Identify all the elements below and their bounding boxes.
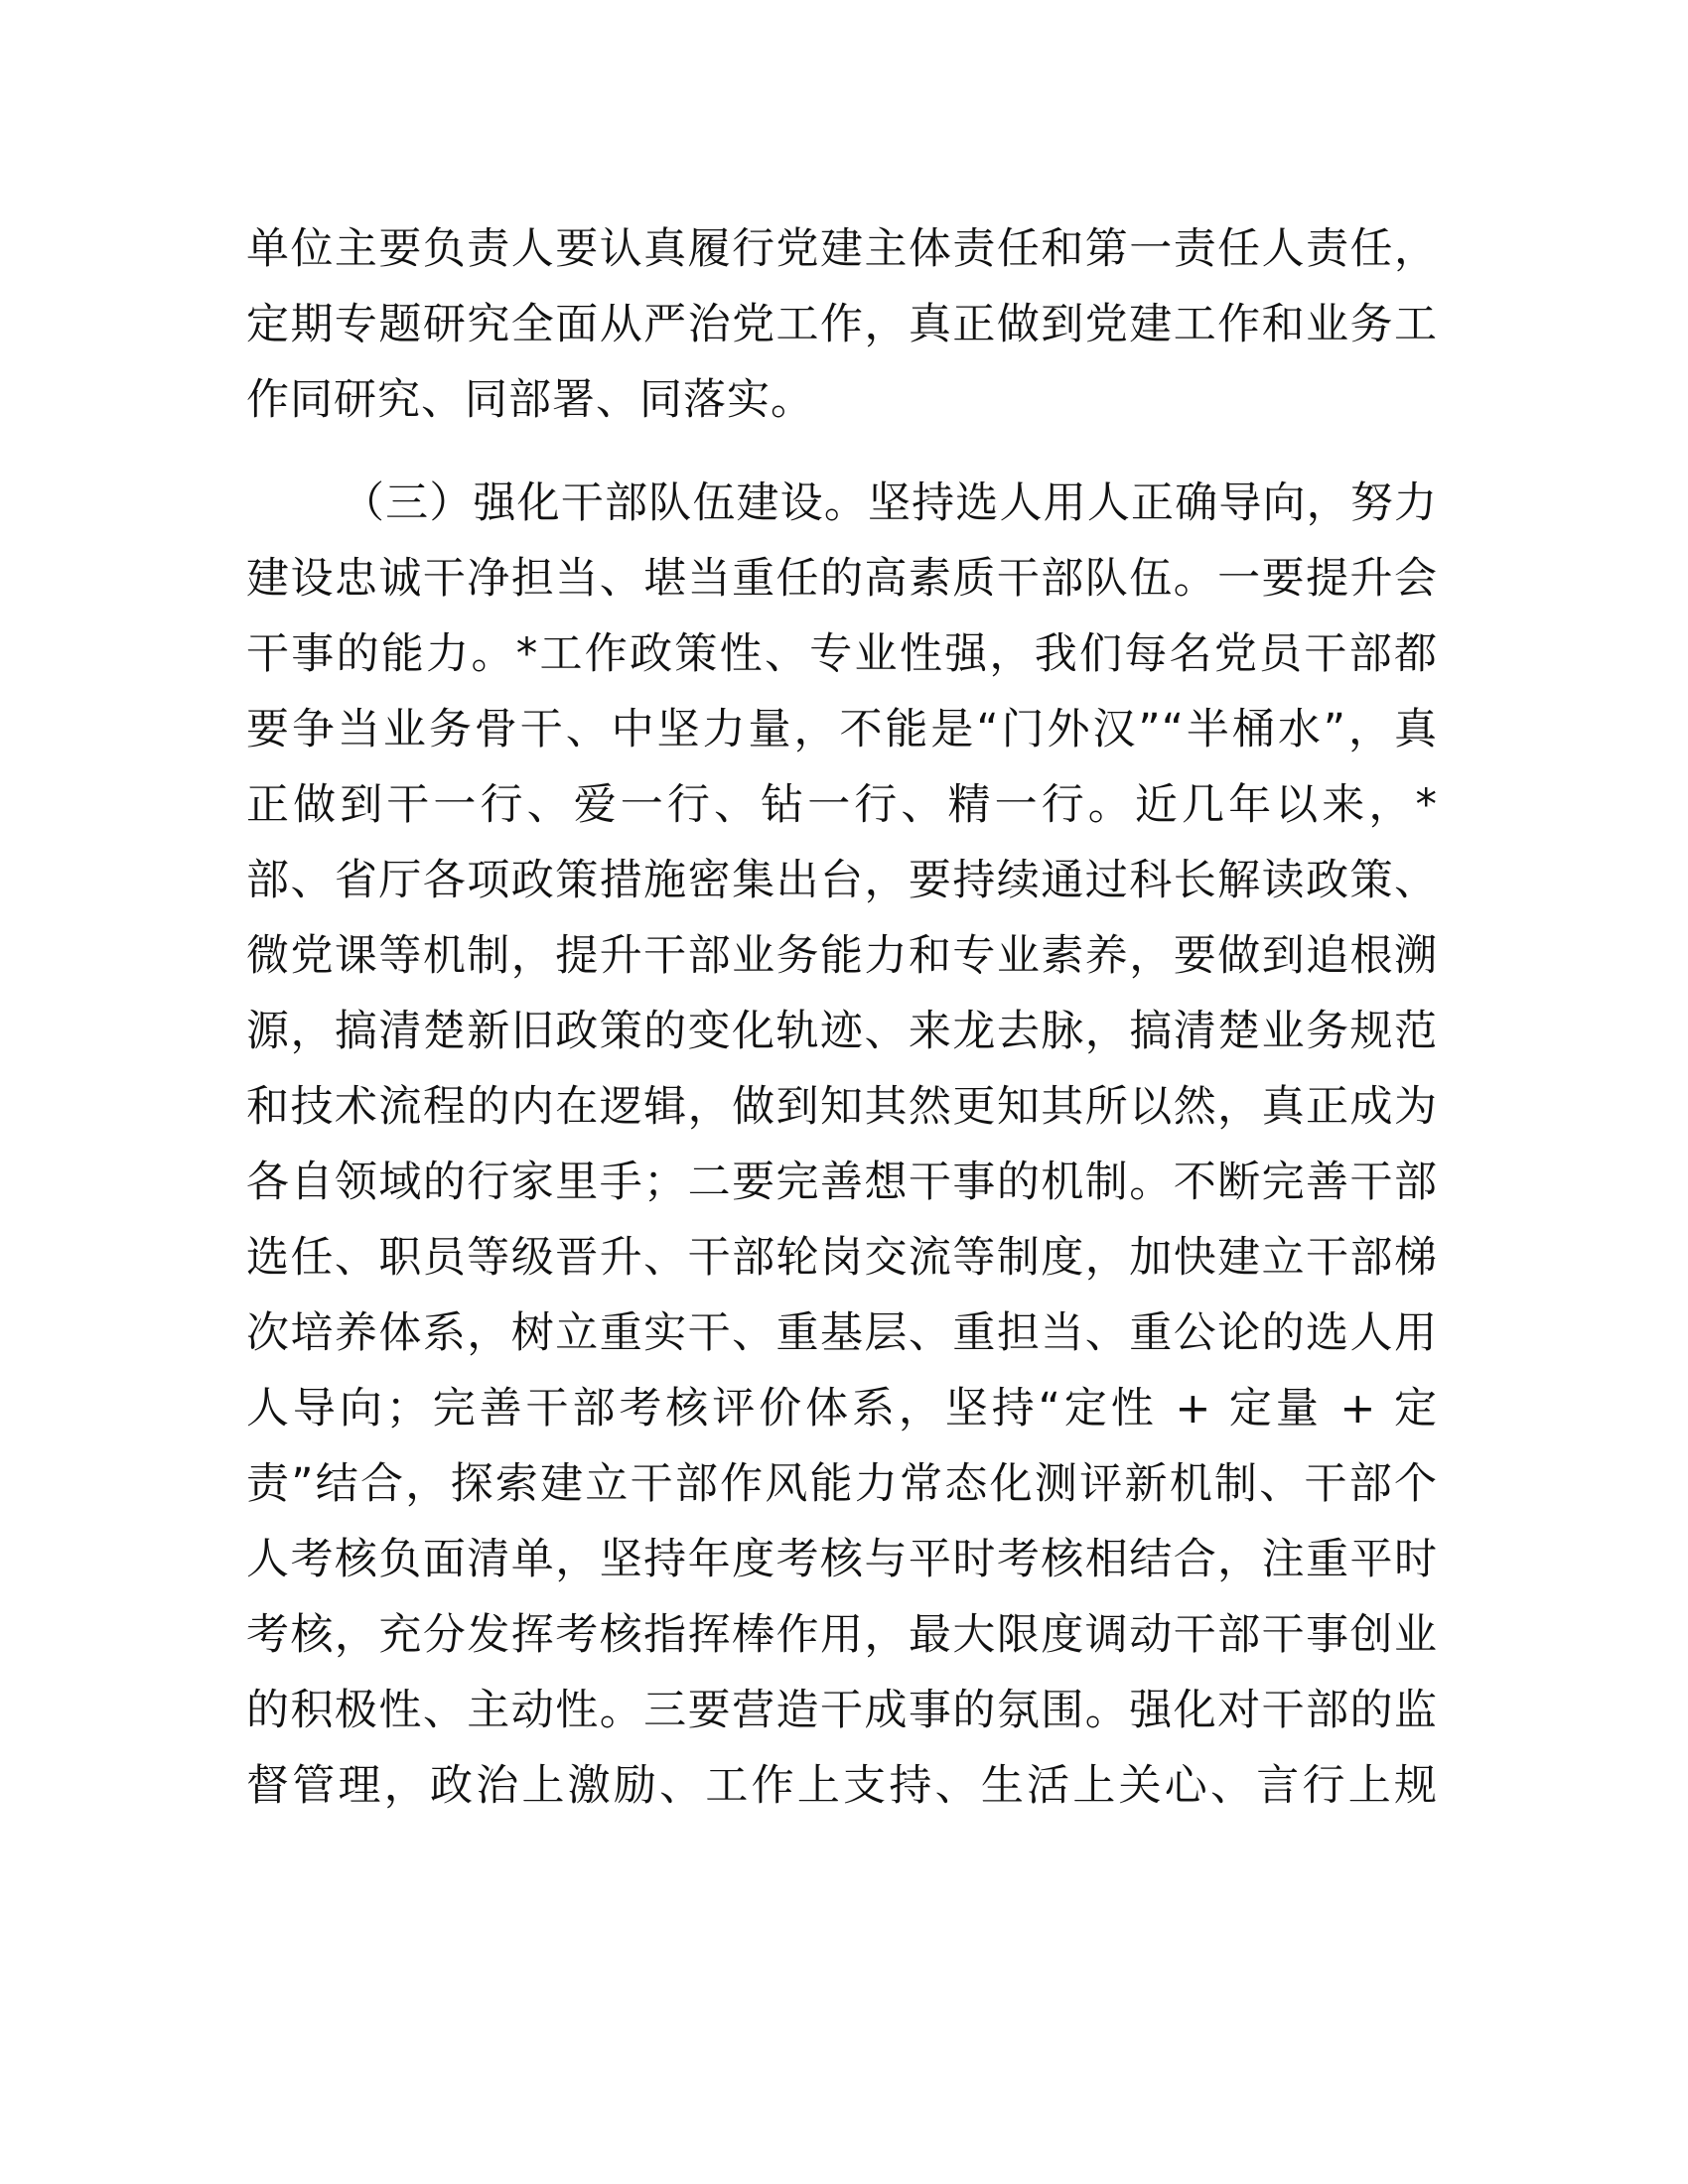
text-line: 和技术流程的内在逻辑，做到知其然更知其所以然，真正成为 (246, 1082, 1438, 1132)
paragraph-1 (246, 211, 1438, 438)
text-line: 考核，充分发挥考核指挥棒作用，最大限度调动干部干事创业 (246, 1610, 1438, 1660)
paragraph-2 (246, 466, 1438, 1824)
text-line: 定期专题研究全面从严治党工作，真正做到党建工作和业务工 (246, 300, 1438, 349)
text-line: 作同研究、同部署、同落实。 (246, 375, 814, 425)
text-line: 微党课等机制，提升干部业务能力和专业素养，要做到追根溯 (246, 931, 1438, 981)
text-line: 干事的能力。*工作政策性、专业性强，我们每名党员干部都 (246, 629, 1438, 679)
text-line: 督管理，政治上激励、工作上支持、生活上关心、言行上规 (246, 1761, 1438, 1811)
text-line: 责”结合，探索建立干部作风能力常态化测评新机制、干部个 (246, 1459, 1438, 1509)
paragraph-spacer (246, 438, 1438, 466)
text-line: 各自领域的行家里手；二要完善想干事的机制。不断完善干部 (246, 1158, 1438, 1207)
document-body (246, 211, 1438, 1824)
text-line: 人导向；完善干部考核评价体系，坚持“定性 + 定量 + 定 (246, 1384, 1438, 1433)
text-line: 选任、职员等级晋升、干部轮岗交流等制度，加快建立干部梯 (246, 1233, 1438, 1283)
text-line: 部、省厅各项政策措施密集出台，要持续通过科长解读政策、 (246, 856, 1438, 905)
text-line: 的积极性、主动性。三要营造干成事的氛围。强化对干部的监 (246, 1686, 1438, 1735)
text-line: （三）强化干部队伍建设。坚持选人用人正确导向，努力 (342, 478, 1438, 528)
text-line: 建设忠诚干净担当、堪当重任的高素质干部队伍。一要提升会 (246, 554, 1438, 604)
text-line: 人考核负面清单，坚持年度考核与平时考核相结合，注重平时 (246, 1535, 1438, 1584)
text-line: 源，搞清楚新旧政策的变化轨迹、来龙去脉，搞清楚业务规范 (246, 1007, 1438, 1056)
text-line: 次培养体系，树立重实干、重基层、重担当、重公论的选人用 (246, 1308, 1438, 1358)
text-line: 要争当业务骨干、中坚力量，不能是“门外汉”“半桶水”，真 (246, 705, 1438, 754)
text-line: 正做到干一行、爱一行、钻一行、精一行。近几年以来，* (246, 780, 1438, 830)
text-line: 单位主要负责人要认真履行党建主体责任和第一责任人责任， (246, 224, 1438, 274)
